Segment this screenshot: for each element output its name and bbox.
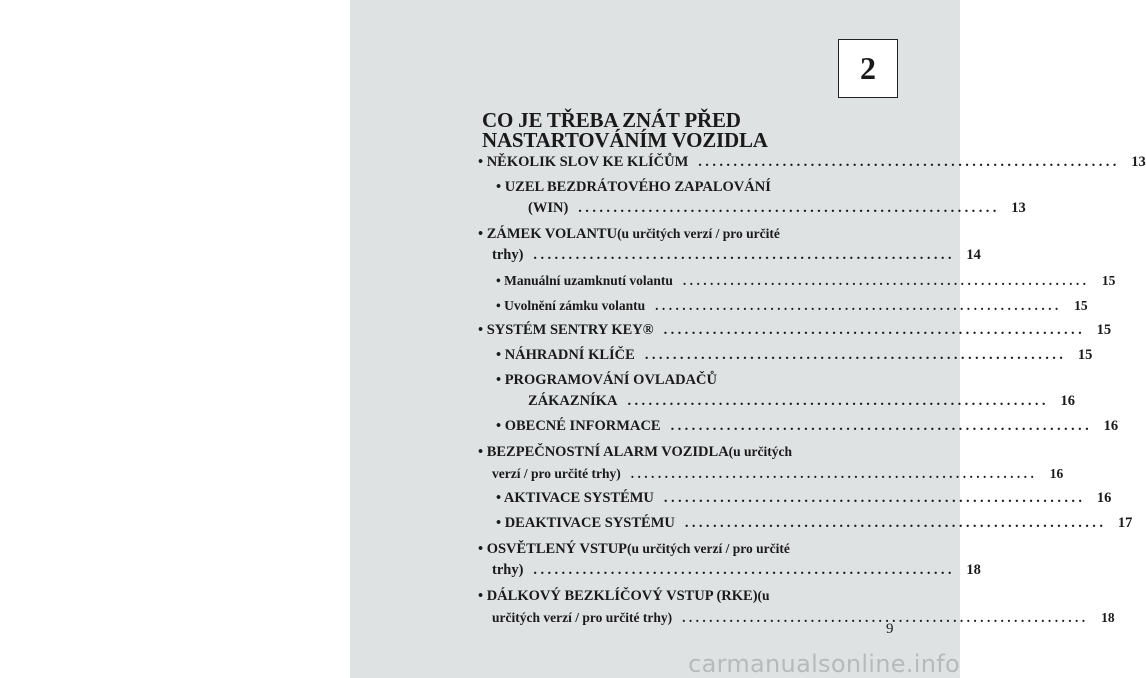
- toc-entry-page: 16: [1103, 418, 1119, 434]
- toc-entry-page: 14: [966, 247, 981, 263]
- toc-entry-page: 16: [1060, 393, 1075, 409]
- dot-leader: ............................................................: [644, 347, 1067, 363]
- dot-leader: ............................................................: [670, 418, 1093, 434]
- toc-entry-label: • Manuální uzamknutí volantu: [496, 273, 673, 288]
- page-number: 9: [886, 621, 894, 637]
- toc-entry-page: 18: [966, 562, 981, 578]
- toc-entry-label-cont: ZÁKAZNÍKA: [528, 393, 618, 409]
- title-line-1: CO JE TŘEBA ZNÁT PŘED: [482, 108, 741, 132]
- toc-entry-label: • OBECNÉ INFORMACE: [496, 418, 661, 434]
- watermark-text: carmanualsonline.info: [688, 650, 960, 678]
- toc-entry-label-cont: trhy): [492, 247, 524, 263]
- toc-entry-label: • PROGRAMOVÁNÍ OVLADAČŮ: [496, 372, 717, 388]
- dot-leader: ............................................................: [684, 515, 1107, 531]
- dot-leader: ............................................................: [663, 322, 1086, 338]
- dot-leader: ............................................................: [682, 273, 1090, 288]
- toc-entry-label-cont: určitých verzí / pro určité trhy): [492, 610, 673, 625]
- toc-entry-alarm[interactable]: [478, 441, 1064, 484]
- toc-entry-label: • Uvolnění zámku volantu: [496, 298, 646, 313]
- toc-entry-label: • AKTIVACE SYSTÉMU: [496, 490, 654, 506]
- toc-entry-keys[interactable]: [478, 152, 1146, 173]
- dot-leader: ............................................................: [663, 490, 1086, 506]
- chapter-number-box: [838, 39, 898, 98]
- toc-entry-page: 16: [1096, 490, 1112, 506]
- toc-entry-label: • SYSTÉM SENTRY KEY®: [478, 322, 654, 338]
- toc-entry-page: 15: [1096, 322, 1112, 338]
- toc-entry-spare-keys[interactable]: [478, 345, 1093, 366]
- toc-entry-note: (u určitých verzí / pro určité: [617, 226, 780, 241]
- toc-entry-label: • NÁHRADNÍ KLÍČE: [496, 347, 635, 363]
- toc-entry-label-cont: trhy): [492, 562, 524, 578]
- toc-entry-label-cont: verzí / pro určité trhy): [492, 466, 621, 481]
- dot-leader: ............................................................: [682, 610, 1089, 625]
- toc-entry-page: 13: [1131, 154, 1146, 170]
- toc-entry-note: (u určitých: [728, 444, 793, 459]
- toc-entry-unlock[interactable]: [478, 295, 1088, 316]
- toc-entry-illuminated-entry[interactable]: [478, 538, 981, 581]
- toc-entry-rke[interactable]: [478, 585, 1115, 628]
- dot-leader: ............................................................: [627, 393, 1049, 409]
- toc-entry-label: • BEZPEČNOSTNÍ ALARM VOZIDLA: [478, 444, 729, 460]
- toc-entry-label: • OSVĚTLENÝ VSTUP: [478, 541, 628, 557]
- toc-entry-win[interactable]: [478, 177, 1026, 219]
- toc-entry-label: • DÁLKOVÝ BEZKLÍČOVÝ VSTUP (RKE): [478, 588, 758, 604]
- dot-leader: ............................................................: [698, 154, 1120, 170]
- dot-leader: ............................................................: [578, 200, 1000, 216]
- toc-entry-page: 13: [1011, 200, 1026, 216]
- chapter-number: 2: [860, 50, 876, 86]
- dot-leader: ............................................................: [533, 247, 955, 263]
- toc-entry-note: (u: [757, 588, 770, 603]
- toc-entry-programming[interactable]: [478, 370, 1075, 412]
- toc-entry-page: 15: [1074, 298, 1088, 313]
- toc-entry-arming[interactable]: [478, 488, 1112, 509]
- toc-entry-label: • NĚKOLIK SLOV KE KLÍČŮM: [478, 154, 689, 170]
- left-blank-page: [0, 0, 350, 678]
- toc-entry-page: 17: [1117, 515, 1133, 531]
- toc-entry-label: • ZÁMEK VOLANTU: [478, 226, 618, 242]
- toc-entry-label: • DEAKTIVACE SYSTÉMU: [496, 515, 675, 531]
- toc-entry-page: 16: [1049, 466, 1064, 481]
- title-line-2: NASTARTOVÁNÍM VOZIDLA: [482, 128, 768, 152]
- toc-entry-general-info[interactable]: [478, 416, 1119, 437]
- toc-entry-label-cont: (WIN): [528, 200, 569, 216]
- dot-leader: ............................................................: [655, 298, 1062, 313]
- toc-entry-manual-lock[interactable]: [478, 270, 1116, 291]
- toc-entry-label: • UZEL BEZDRÁTOVÉHO ZAPALOVÁNÍ: [496, 179, 771, 195]
- dot-leader: ............................................................: [630, 466, 1038, 481]
- right-page: [350, 0, 1146, 678]
- dot-leader: ............................................................: [533, 562, 955, 578]
- toc-entry-page: 15: [1077, 347, 1093, 363]
- toc-entry-page: 15: [1101, 273, 1116, 288]
- table-of-contents: [478, 152, 1146, 628]
- toc-entry-note: (u určitých verzí / pro určité: [627, 541, 790, 556]
- toc-entry-steering-lock[interactable]: [478, 223, 981, 266]
- toc-entry-page: 18: [1101, 610, 1115, 625]
- toc-entry-sentry-key[interactable]: [478, 320, 1112, 341]
- page-title: [482, 110, 902, 150]
- toc-entry-disarming[interactable]: [478, 513, 1133, 534]
